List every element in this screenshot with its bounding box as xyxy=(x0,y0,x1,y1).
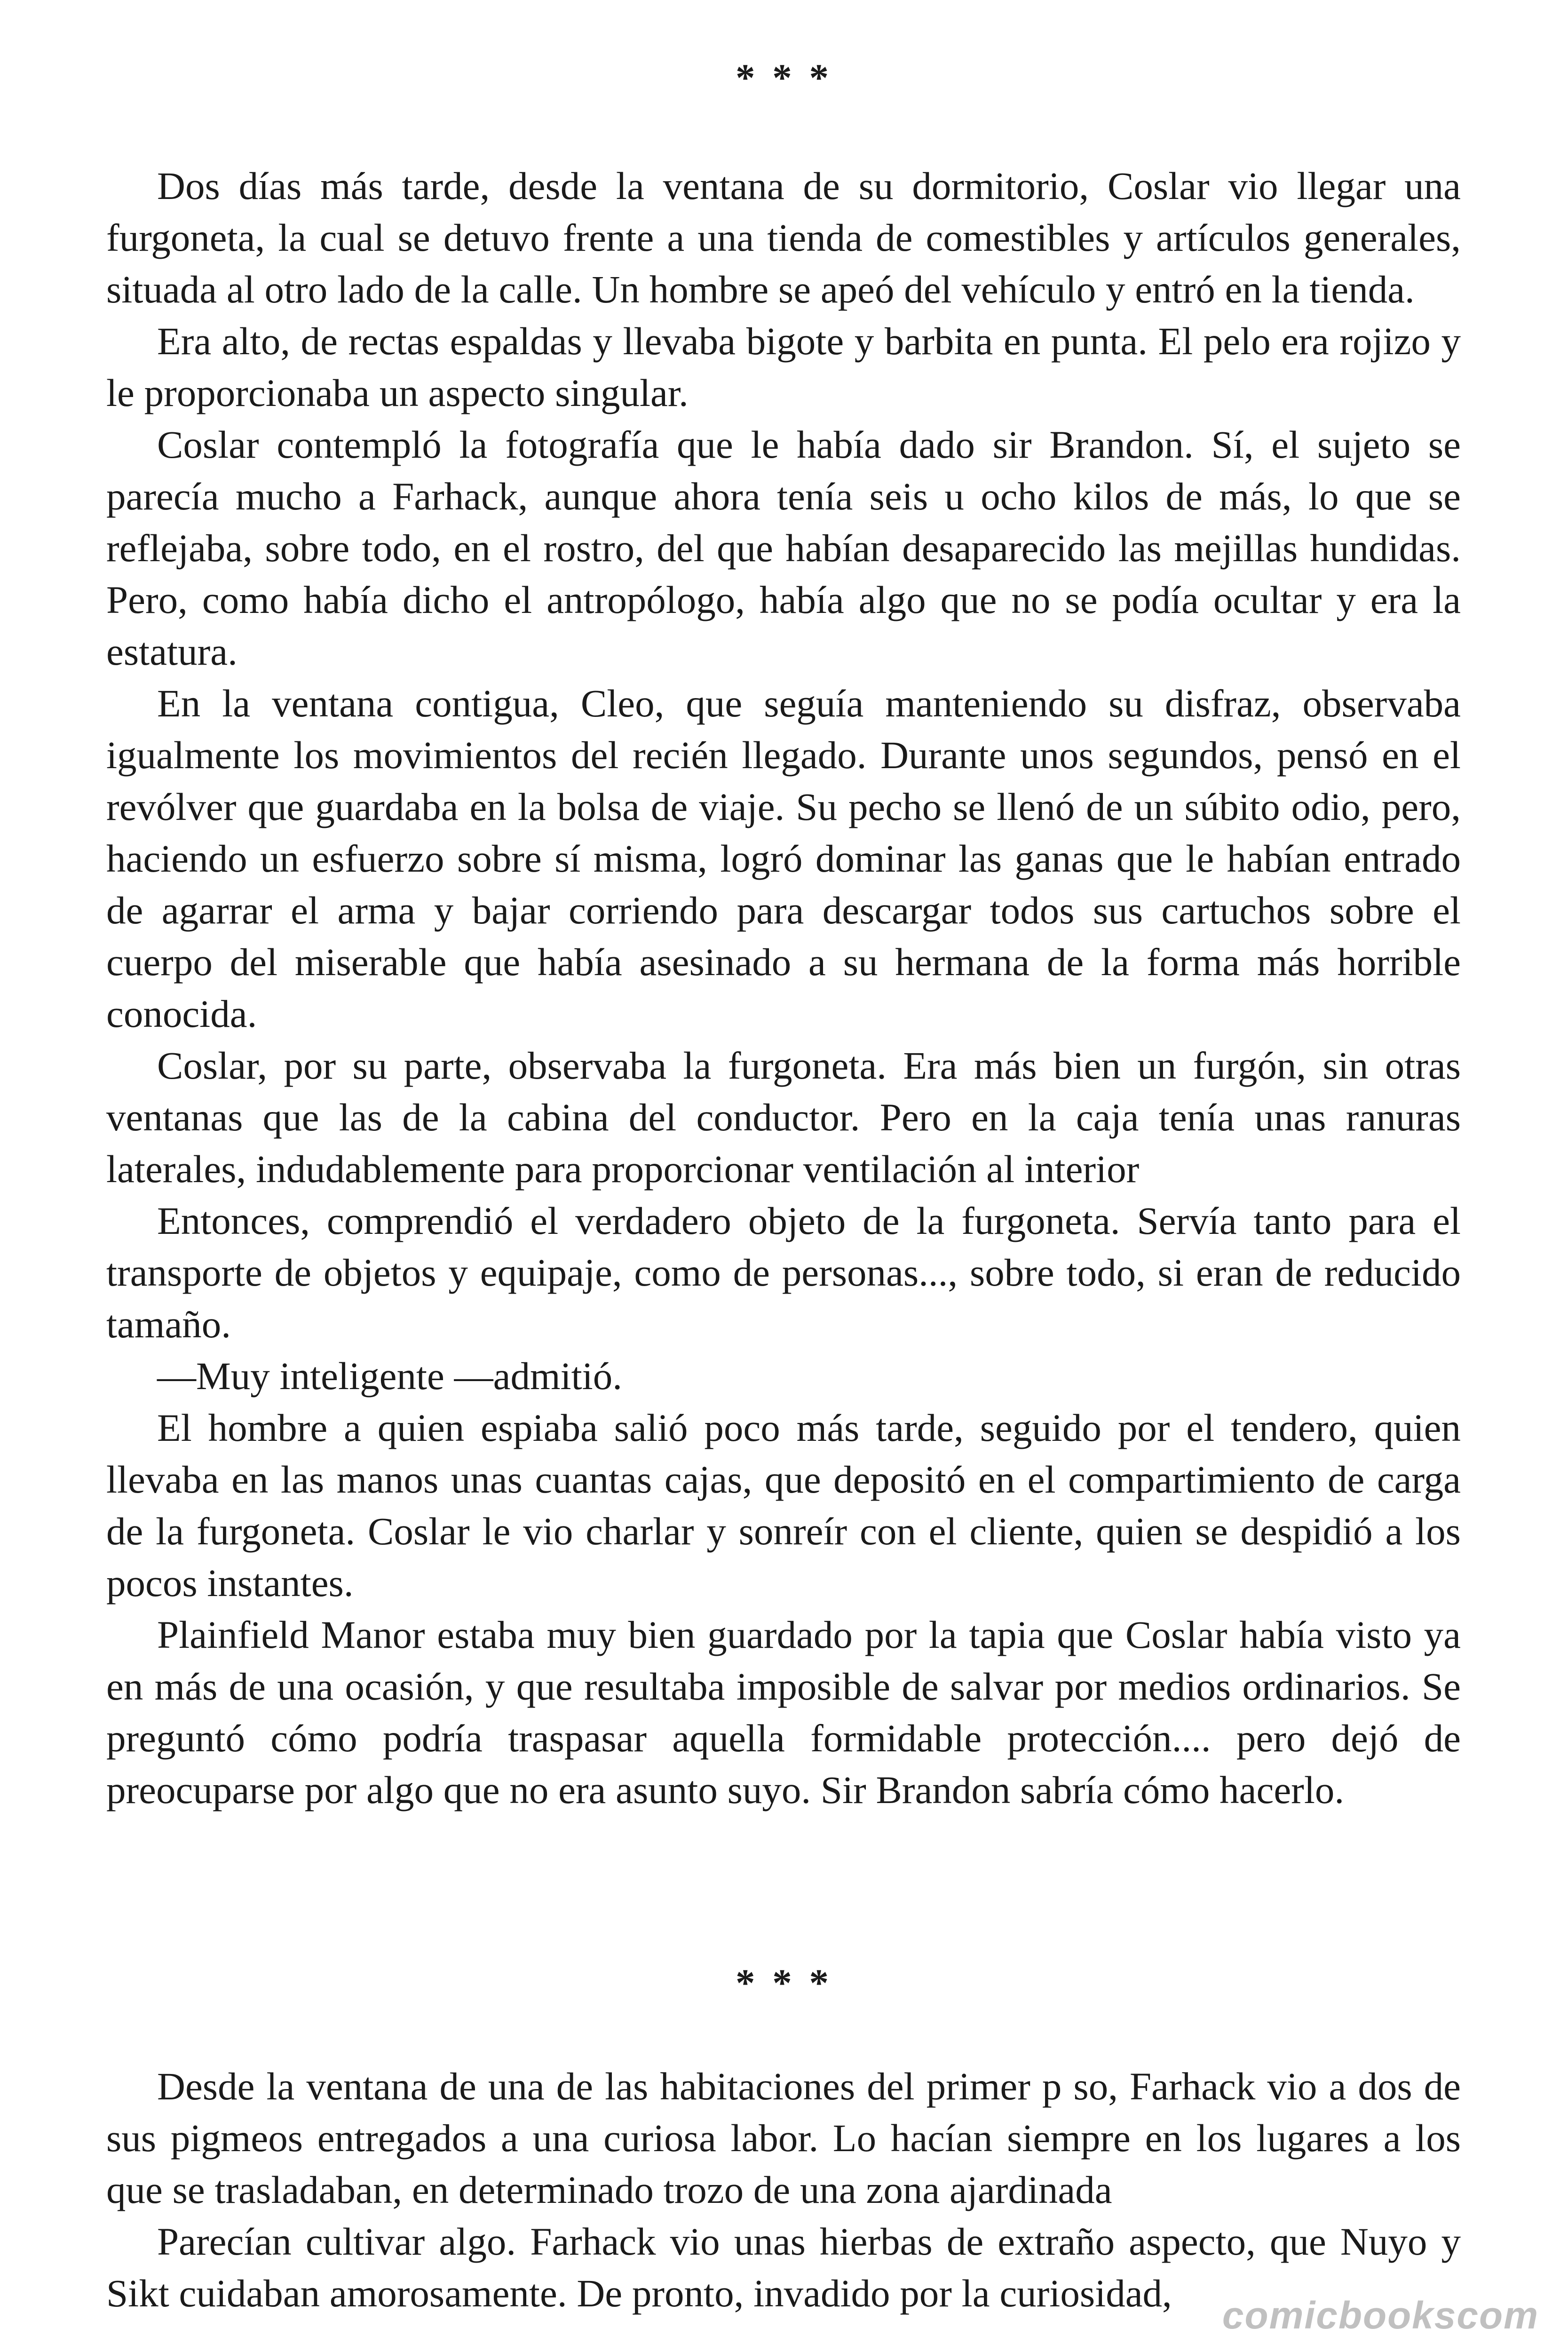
section-2-text xyxy=(106,2060,1461,2319)
paragraph: Dos días más tarde, desde la ventana de su dormitorio, Coslar vio llegar una furgoneta, la cual se detuvo frente a una tienda de comestibles y artículos generales, situada al otro lado de la calle. Un hombre se apeó del vehículo y entró en la tienda. xyxy=(106,164,1461,311)
section-separator-top: * * * xyxy=(736,56,832,99)
paragraph: En la ventana contigua, Cleo, que seguía manteniendo su disfraz, observaba igualmente los movimientos del recién llegado. Durante unos segundos, pensó en el revólver que guardaba en la bolsa de viaje. Su pecho se llenó de un súbito odio, pero, haciendo un esfuerzo sobre sí misma, logró dominar las ganas que le habían entrado de agarrar el arma y bajar corriendo para descargar todos sus cartuchos sobre el cuerpo del miserable que había asesinado a su hermana de la forma más horrible conocida. xyxy=(106,682,1461,1035)
section-1-text xyxy=(106,160,1461,1816)
paragraph: Era alto, de rectas espaldas y llevaba bigote y barbita en punta. El pelo era rojizo y le proporcionaba un aspecto singular. xyxy=(106,319,1461,414)
section-separator-middle: * * * xyxy=(736,1961,832,2004)
paragraph: Entonces, comprendió el verdadero objeto de la furgoneta. Servía tanto para el transporte de objetos y equipaje, como de personas..., sobre todo, si eran de reducido tamaño. xyxy=(106,1199,1461,1346)
paragraph: —Muy inteligente —admitió. xyxy=(157,1354,622,1398)
paragraph: Coslar, por su parte, observaba la furgoneta. Era más bien un furgón, sin otras ventanas que las de la cabina del conductor. Pero en la caja tenía unas ranuras laterales, indudablemente para proporcionar ventilación al interior xyxy=(106,1044,1461,1191)
paragraph: El hombre a quien espiaba salió poco más tarde, seguido por el tendero, quien llevaba en las manos unas cuantas cajas, que depositó en el compartimiento de carga de la furgoneta. Coslar le vio charlar y sonreír con el cliente, quien se despidió a los pocos instantes. xyxy=(106,1406,1461,1605)
paragraph: Parecían cultivar algo. Farhack vio unas hierbas de extraño aspecto, que Nuyo y Sikt cuidaban amorosamente. De pronto, invadido por la curiosidad, xyxy=(106,2220,1461,2315)
paragraph: Plainfield Manor estaba muy bien guardado por la tapia que Coslar había visto ya en más de una ocasión, y que resultaba imposible de salvar por medios ordinarios. Se preguntó cómo podría traspasar aquella formidable protección.... pero dejó de preocuparse por algo que no era asunto suyo. Sir Brandon sabría cómo hacerlo. xyxy=(106,1613,1461,1812)
paragraph: Desde la ventana de una de las habitaciones del primer p so, Farhack vio a dos de sus pigmeos entregados a una curiosa labor. Lo hacían siempre en los lugares a los que se trasladaban, en determinado trozo de una zona ajardinada xyxy=(106,2065,1461,2211)
paragraph: Coslar contempló la fotografía que le había dado sir Brandon. Sí, el sujeto se parecía mucho a Farhack, aunque ahora tenía seis u ocho kilos de más, lo que se reflejaba, sobre todo, en el rostro, del que habían desaparecido las mejillas hundidas. Pero, como había dicho el antropólogo, había algo que no se podía ocultar y era la estatura. xyxy=(106,423,1461,673)
watermark-logo: comicbookscom xyxy=(1222,2294,1539,2337)
